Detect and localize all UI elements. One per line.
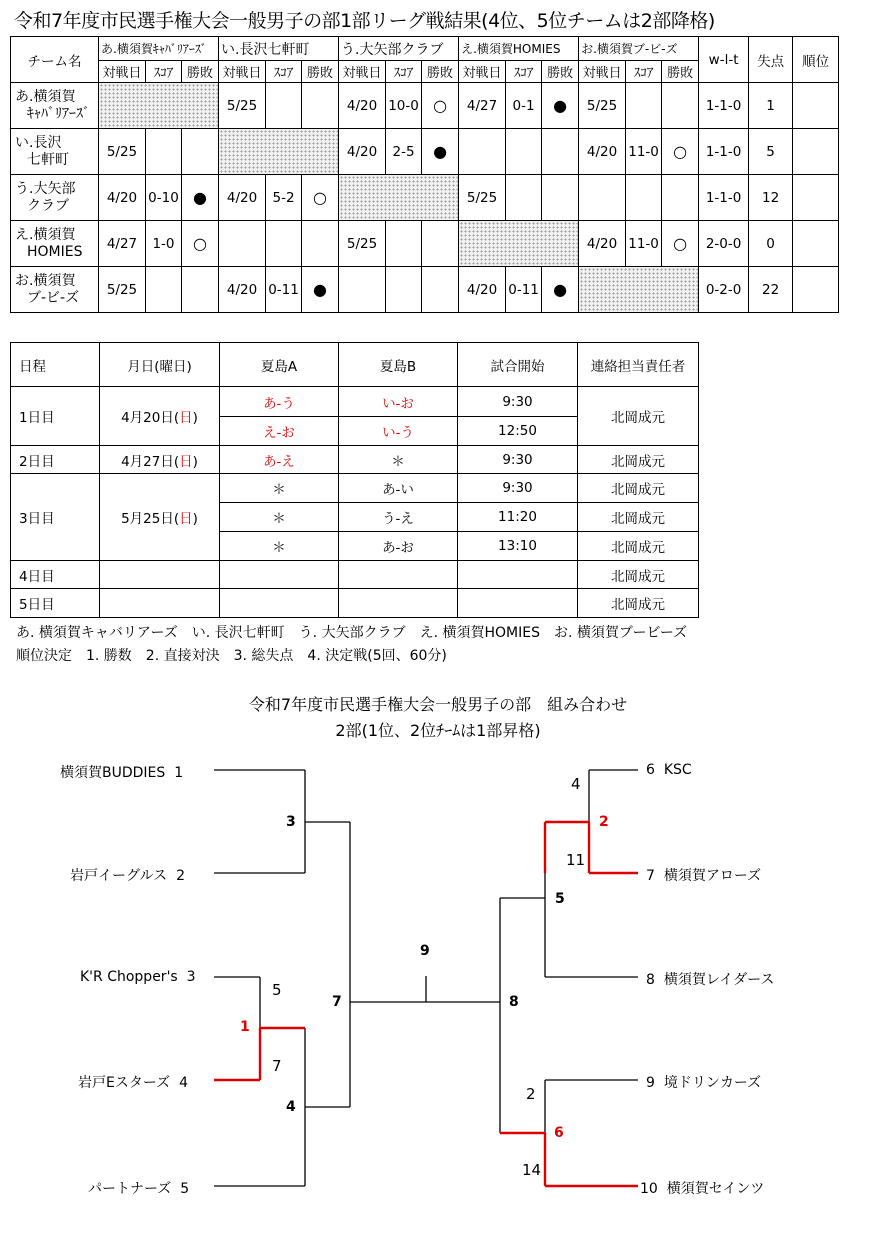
team-legend-note: あ. 横須賀キャバリアーズ い. 長沢七軒町 う. 大矢部クラブ え. 横須賀HOMIES お. 横須賀ブービーズ [16,625,688,641]
bracket-team-left: パートナーズ 5 [88,1181,190,1197]
schedule-header-start: 試合開始 [458,343,578,387]
header-sub: 対戦日 [579,61,626,83]
bracket-subtitle: 2部(1位、2位ﾁｰﾑは1部昇格) [335,721,541,740]
match-score: 1-0 [146,221,182,267]
bracket-team-left: 岩戸Eスターズ 4 [78,1075,188,1091]
court-a-match: あ-え [220,446,339,474]
match-number-5: 5 [555,891,565,907]
score-m6-bottom: 14 [522,1161,542,1179]
bracket-team-left: 横須賀BUDDIES 1 [60,765,184,781]
header-sub: 勝敗 [182,61,219,83]
team-name-line: 七軒町 [27,151,69,168]
day-date: 5月25日(日) [100,474,220,561]
day-label: 2日目 [11,446,100,474]
match-result: ○ [662,221,699,267]
start-time: 9:30 [458,474,578,503]
contact-person: 北岡成元 [578,503,699,532]
start-time: 13:10 [458,532,578,561]
court-b-match: い-お [339,387,458,417]
match-number-7: 7 [332,994,342,1010]
contact-person: 北岡成元 [578,589,699,618]
contact-person: 北岡成元 [578,474,699,503]
contact-person: 北岡成元 [578,387,699,446]
court-a-match: ＊ [220,532,339,561]
header-opponent: う.大矢部クラブ [339,37,459,61]
header-sub: 勝敗 [302,61,339,83]
match-number-3: 3 [286,814,296,830]
court-a-match: ＊ [220,474,339,503]
court-b-match: あ-い [339,474,458,503]
bracket-team-left: K'R Chopper's 3 [80,969,196,985]
score-m1-top: 5 [272,981,282,999]
match-score: 0-1 [506,83,542,129]
header-sub: ｽｺｱ [506,61,542,83]
day-label: 1日目 [11,387,100,446]
match-result: ○ [302,175,339,221]
header-sub: ｽｺｱ [266,61,302,83]
day-label: 3日目 [11,474,100,561]
team-name-line: う.大矢部 [15,180,76,197]
match-score: 5-2 [266,175,302,221]
bracket-team-right: 6 KSC [646,762,692,778]
match-date: 4/27 [99,221,146,267]
bracket-team-right: 7 横須賀アローズ [646,868,762,884]
match-date: 4/20 [459,267,506,313]
bracket-team-right: 8 横須賀レイダース [646,972,775,988]
team-name-line: ブ-ビ-ズ [27,289,80,306]
team-points: 5 [749,129,793,175]
schedule-header-court-b: 夏島B [339,343,458,387]
bracket-team-left: 岩戸イーグルス 2 [70,868,185,884]
score-m2-top: 4 [571,775,581,793]
day-label: 4日目 [11,561,100,589]
team-name-line: お.横須賀 [15,272,76,289]
court-a-match: あ-う [220,387,339,417]
header-team-name: チーム名 [11,37,99,83]
team-wlt: 1-1-0 [699,175,749,221]
match-number-9: 9 [420,943,430,959]
ranking-rule-note: 順位決定 1. 勝数 2. 直接対決 3. 総失点 4. 決定戦(5回、60分) [16,648,447,664]
match-score: 0-11 [266,267,302,313]
header-sub: ｽｺｱ [386,61,422,83]
score-m1-bottom: 7 [272,1057,282,1075]
header-sub: ｽｺｱ [146,61,182,83]
match-number-8: 8 [509,994,519,1010]
match-score: 11-0 [626,221,662,267]
court-a-match: ＊ [220,503,339,532]
header-sub: 勝敗 [662,61,699,83]
header-sub: 勝敗 [542,61,579,83]
contact-person: 北岡成元 [578,561,699,589]
league-title: 令和7年度市民選手権大会一般男子の部1部リーグ戦結果(4位、5位チームは2部降格) [14,10,715,32]
header-wlt: w-l-t [699,37,749,83]
header-sub: 対戦日 [459,61,506,83]
match-number-6: 6 [554,1125,564,1141]
header-sub: 勝敗 [422,61,459,83]
match-date: 5/25 [339,221,386,267]
match-result: ● [422,129,459,175]
schedule-header-contact: 連絡担当責任者 [578,343,699,387]
header-sub: ｽｺｱ [626,61,662,83]
court-b-match: う-え [339,503,458,532]
bracket-team-right: 10 横須賀セインツ [640,1181,765,1197]
day-label: 5日目 [11,589,100,618]
team-points: 0 [749,221,793,267]
team-points: 1 [749,83,793,129]
match-number-4: 4 [286,1099,296,1115]
court-b-match: い-う [339,417,458,446]
score-m2-bottom: 11 [566,851,586,869]
court-b-match: あ-お [339,532,458,561]
match-result: ○ [422,83,459,129]
match-date: 5/25 [579,83,626,129]
team-wlt: 2-0-0 [699,221,749,267]
header-opponent: あ.横須賀ｷｬﾊﾞﾘｱｰｽﾞ [99,37,219,61]
match-date: 4/20 [579,221,626,267]
match-date: 4/20 [579,129,626,175]
schedule-header-date: 月日(曜日) [100,343,220,387]
header-sub: 対戦日 [339,61,386,83]
match-date: 4/27 [459,83,506,129]
match-date: 4/20 [339,83,386,129]
match-date: 5/25 [99,129,146,175]
start-time: 12:50 [458,417,578,446]
match-result: ● [302,267,339,313]
match-date: 5/25 [219,83,266,129]
team-name-line: HOMIES [27,243,83,260]
header-opponent: お.横須賀ブ-ビ-ズ [579,37,699,61]
start-time: 9:30 [458,387,578,417]
start-time: 9:30 [458,446,578,474]
contact-person: 北岡成元 [578,446,699,474]
score-m6-top: 2 [526,1085,536,1103]
team-name-line: ｷｬﾊﾞﾘｱｰｽﾞ [27,105,90,122]
match-date: 5/25 [459,175,506,221]
match-score: 0-11 [506,267,542,313]
team-name-line: クラブ [27,197,69,214]
match-result: ● [542,267,579,313]
court-a-match: え-お [220,417,339,446]
day-date: 4月20日(日) [100,387,220,446]
team-points: 22 [749,267,793,313]
team-name-line: え.横須賀 [15,226,76,243]
match-date: 4/20 [99,175,146,221]
header-opponent: え.横須賀HOMIES [459,37,579,61]
header-points: 失点 [749,37,793,83]
match-score: 10-0 [386,83,422,129]
team-name-line: あ.横須賀 [15,88,76,105]
match-result: ● [182,175,219,221]
match-score: 2-5 [386,129,422,175]
contact-person: 北岡成元 [578,532,699,561]
match-result: ○ [182,221,219,267]
match-date: 5/25 [99,267,146,313]
team-name-line: い.長沢 [15,134,62,151]
header-sub: 対戦日 [219,61,266,83]
header-rank: 順位 [793,37,839,83]
bracket-team-right: 9 境ドリンカーズ [646,1075,762,1091]
match-result: ● [542,83,579,129]
header-opponent: い.長沢七軒町 [219,37,339,61]
match-result: ○ [662,129,699,175]
schedule-header-court-a: 夏島A [220,343,339,387]
match-number-2: 2 [599,814,609,830]
match-date: 4/20 [339,129,386,175]
match-date: 4/20 [219,175,266,221]
bracket-title: 令和7年度市民選手権大会一般男子の部 組み合わせ [248,695,628,714]
match-date: 4/20 [219,267,266,313]
team-wlt: 1-1-0 [699,129,749,175]
court-b-match: ＊ [339,446,458,474]
header-sub: 対戦日 [99,61,146,83]
team-wlt: 1-1-0 [699,83,749,129]
match-number-1: 1 [240,1019,250,1035]
match-score: 11-0 [626,129,662,175]
start-time: 11:20 [458,503,578,532]
schedule-header-day: 日程 [11,343,100,387]
team-wlt: 0-2-0 [699,267,749,313]
team-points: 12 [749,175,793,221]
day-date: 4月27日(日) [100,446,220,474]
match-score: 0-10 [146,175,182,221]
